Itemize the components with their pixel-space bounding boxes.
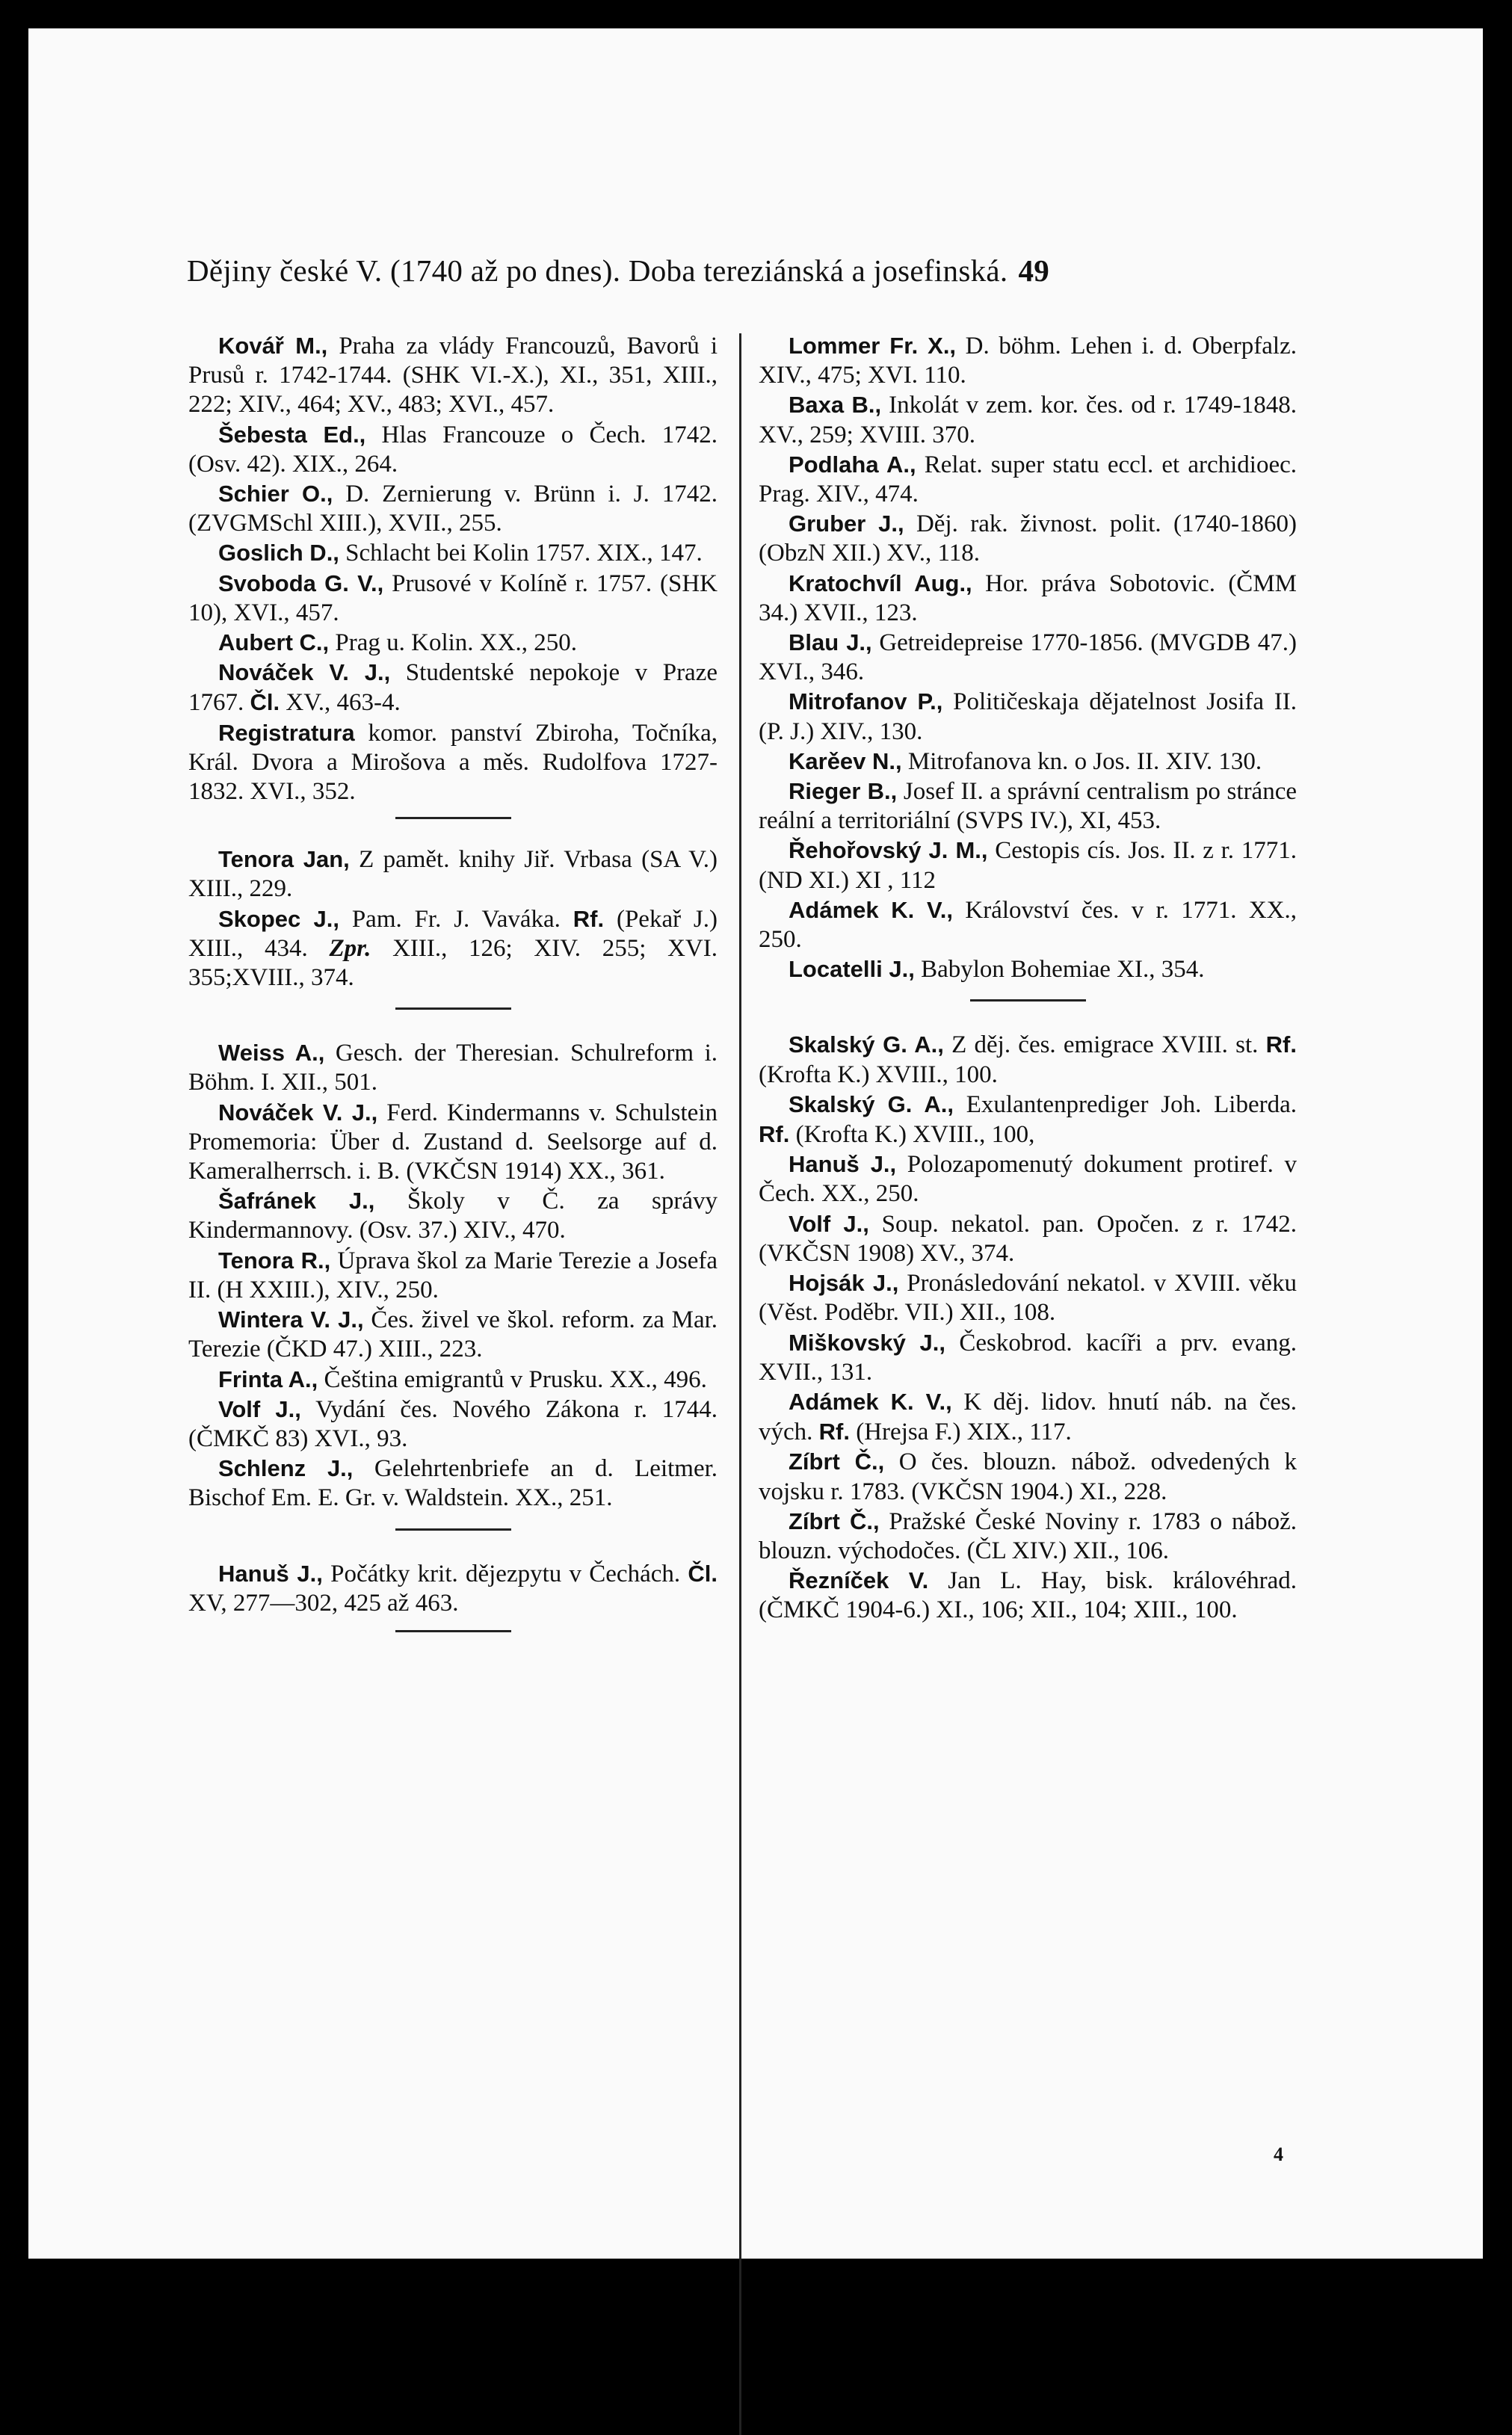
entry-text: Z pamět. knihy Jiř. Vrbasa (SA V.) XIII., 229.	[188, 846, 718, 903]
entry-text: Českobrod. kacíři a prv. evang. XVII., 131.	[759, 1329, 1297, 1386]
entry-author: Šafránek J.,	[218, 1188, 375, 1215]
entry-author: Zíbrt Č.,	[789, 1448, 885, 1475]
bibliography-entry	[188, 420, 718, 479]
entry-group	[188, 331, 718, 806]
bibliography-entry	[188, 1186, 718, 1245]
entry-text: K děj. lidov. hnutí náb. na čes. vých.	[759, 1388, 1297, 1446]
entry-text: Exulantenprediger Joh. Liberda.	[966, 1090, 1297, 1118]
bibliography-entry	[759, 954, 1297, 984]
bibliography-entry	[188, 331, 718, 420]
entry-text: Babylon Bohemiae XI., 354.	[921, 956, 1205, 984]
bibliography-entry	[188, 479, 718, 538]
entry-author: Adámek K. V.,	[789, 1388, 952, 1415]
entry-text: Schlacht bei Kolin 1757. XIX., 147.	[345, 540, 703, 567]
bibliography-entry	[759, 390, 1297, 449]
entry-group	[759, 1030, 1297, 1625]
entry-italic: Zpr.	[329, 934, 371, 962]
entry-text: Getreidepreise 1770-1856. (MVGDB 47.) XVI., 346.	[759, 629, 1297, 686]
section-rule	[970, 999, 1086, 1002]
entry-mark: Čl.	[688, 1560, 718, 1587]
bibliography-entry	[759, 1566, 1297, 1625]
bibliography-entry	[188, 538, 718, 568]
entry-text: Čeština emigrantů v Prusku. XX., 496.	[324, 1365, 707, 1393]
entry-mark: Rf.	[573, 905, 605, 932]
entry-group	[188, 1038, 718, 1513]
signature-mark: 4	[1274, 2144, 1283, 2165]
page-number: 49	[1018, 253, 1050, 288]
entry-author: Skalský G. A.,	[789, 1090, 954, 1117]
entry-author: Tenora R.,	[218, 1247, 331, 1274]
entry-text: komor. panství Zbiroha, Točníka, Král. Dvora a Mirošova a měs. Rudolfova 1727-1832. XVI., 352.	[188, 719, 718, 806]
entry-text: Prusové v Kolíně r. 1757. (SHK 10), XVI., 457.	[188, 570, 718, 626]
right-column	[759, 331, 1297, 1626]
entry-text: XIII., 126; XIV. 255; XVI. 355;XVIII., 374.	[188, 934, 718, 992]
entry-author: Miškovský J.,	[789, 1329, 946, 1356]
entry-text: XV., 463-4.	[286, 689, 401, 717]
entry-text: Pražské České Noviny r. 1783 o nábož. blouzn. východočes. (ČL XIV.) XII., 106.	[759, 1507, 1297, 1564]
entry-text: Úprava škol za Marie Terezie a Josefa II. (H XXIII.), XIV., 250.	[188, 1247, 718, 1303]
entry-author: Gruber J.,	[789, 510, 904, 537]
bibliography-entry	[188, 1454, 718, 1513]
entry-text: Političeskaja dějatelnost Josifa II. (P. J.) XIV., 130.	[759, 688, 1297, 745]
entry-text: XV, 277—302, 425 až 463.	[188, 1589, 459, 1617]
entry-author: Baxa B.,	[789, 392, 882, 419]
entry-author: Rieger B.,	[789, 778, 898, 805]
bibliography-entry	[759, 1507, 1297, 1566]
entry-author: Locatelli J.,	[789, 956, 915, 983]
bibliography-entry	[759, 1149, 1297, 1209]
bibliography-entry	[759, 1387, 1297, 1447]
entry-author: Volf J.,	[789, 1210, 869, 1237]
entry-text: Ferd. Kindermanns v. Schulstein Promemoria: Über d. Zustand d. Seelsorge auf d. Kameralherrsch. i. B. (VKČSN 1914) XX., 361.	[188, 1099, 718, 1185]
entry-text: Počátky krit. dějezpytu v Čechách.	[330, 1560, 681, 1587]
bibliography-entry	[188, 1098, 718, 1187]
entry-author: Wintera V. J.,	[218, 1306, 364, 1333]
running-header	[187, 253, 1293, 288]
bibliography-entry	[759, 1268, 1297, 1327]
bibliography-entry	[188, 904, 718, 993]
entry-author: Skalský G. A.,	[789, 1031, 944, 1058]
entry-text: (Pekař J.) XIII., 434.	[188, 905, 718, 962]
entry-author: Mitrofanov P.,	[789, 688, 943, 715]
entry-author: Hanuš J.,	[789, 1151, 897, 1178]
entry-text: Jan L. Hay, bisk. královéhrad. (ČMKČ 1904-6.) XI., 106; XII., 104; XIII., 100.	[759, 1567, 1297, 1624]
column-divider	[739, 333, 741, 2435]
entry-author: Weiss A.,	[218, 1040, 325, 1067]
entry-text: Prag u. Kolin. XX., 250.	[335, 629, 577, 657]
entry-author: Nováček V. J.,	[218, 1099, 378, 1126]
entry-text: Gelehrtenbriefe an d. Leitmer. Bischof Em. E. Gr. v. Waldstein. XX., 251.	[188, 1455, 718, 1512]
entry-text: D. böhm. Lehen i. d. Oberpfalz. XIV., 475; XVI. 110.	[759, 333, 1297, 389]
entry-text: (Krofta K.) XVIII., 100,	[795, 1121, 1035, 1149]
entry-author: Volf J.,	[218, 1395, 301, 1422]
bibliography-entry	[759, 331, 1297, 390]
entry-text: Josef II. a správní centralism po stránce reální a territoriální (SVPS IV.), XI, 453.	[759, 778, 1297, 835]
entry-text: Pronásledování nekatol. v XVIII. věku (Věst. Poděbr. VII.) XII., 108.	[759, 1270, 1297, 1327]
bibliography-entry	[188, 718, 718, 807]
bibliography-entry	[188, 1395, 718, 1454]
entry-author: Hojsák J.,	[789, 1270, 899, 1297]
entry-text: Vydání čes. Nového Zákona r. 1744. (ČMKČ 83) XVI., 93.	[188, 1395, 718, 1452]
section-rule	[395, 1630, 511, 1632]
entry-author: Kovář M.,	[218, 333, 328, 359]
bibliography-entry	[759, 836, 1297, 895]
entry-author: Skopec J.,	[218, 905, 339, 932]
entry-mark: Rf.	[818, 1419, 850, 1445]
entry-text: Cestopis cís. Jos. II. z r. 1771. (ND XI.) XI , 112	[759, 837, 1297, 894]
entry-text: Soup. nekatol. pan. Opočen. z r. 1742. (VKČSN 1908) XV., 374.	[759, 1210, 1297, 1267]
entry-text: Studentské nepokoje v Praze 1767.	[188, 659, 718, 717]
entry-text: Praha za vlády Francouzů, Bavorů i Prusů r. 1742-1744. (SHK VI.-X.), XI., 351, XIII., 222; XIV., 464; XV., 483; XVI., 457.	[188, 333, 718, 419]
bibliography-entry	[759, 628, 1297, 687]
bibliography-entry	[759, 1090, 1297, 1149]
entry-author: Karěev N.,	[789, 747, 902, 774]
entry-author: Šebesta Ed.,	[218, 421, 366, 448]
bibliography-entry	[759, 777, 1297, 836]
entry-text: Mitrofanova kn. o Jos. II. XIV. 130.	[907, 747, 1262, 775]
bibliography-entry	[759, 1447, 1297, 1506]
bibliography-entry	[188, 1365, 718, 1395]
entry-group	[188, 1559, 718, 1618]
left-column	[188, 331, 718, 1632]
bibliography-entry	[759, 1328, 1297, 1387]
bibliography-entry	[759, 687, 1297, 746]
entry-text: Pam. Fr. J. Vaváka.	[351, 905, 561, 933]
bibliography-entry	[759, 509, 1297, 568]
entry-author: Schlenz J.,	[218, 1455, 354, 1482]
bibliography-entry	[188, 628, 718, 658]
section-rule	[395, 817, 511, 819]
entry-author: Hanuš J.,	[218, 1560, 323, 1587]
entry-text: O čes. blouzn. nábož. odvedených k vojsku r. 1783. (VKČSN 1904.) XI., 228.	[759, 1448, 1297, 1505]
entry-text: Hlas Francouze o Čech. 1742. (Osv. 42). XIX., 264.	[188, 421, 718, 478]
entry-author: Blau J.,	[789, 629, 872, 656]
entry-text: Děj. rak. živnost. polit. (1740-1860) (ObzN XII.) XV., 118.	[759, 510, 1297, 567]
bibliography-entry	[188, 1559, 718, 1618]
entry-author: Aubert C.,	[218, 629, 330, 656]
entry-author: Lommer Fr. X.,	[789, 333, 957, 359]
bibliography-entry	[759, 569, 1297, 628]
entry-author: Registratura	[218, 719, 355, 746]
bibliography-entry	[759, 450, 1297, 509]
entry-mark: Rf.	[1265, 1031, 1297, 1058]
entry-text: Relat. super statu eccl. et archidioec. Prag. XIV., 474.	[759, 451, 1297, 508]
entry-text: Čes. živel ve škol. reform. za Mar. Terezie (ČKD 47.) XIII., 223.	[188, 1306, 718, 1363]
bibliography-entry	[759, 1030, 1297, 1089]
entry-author: Kratochvíl Aug.,	[789, 570, 972, 596]
entry-author: Zíbrt Č.,	[789, 1507, 880, 1534]
entry-text: Z děj. čes. emigrace XVIII. st.	[951, 1031, 1259, 1059]
entry-author: Řezníček V.	[789, 1567, 929, 1594]
bibliography-entry	[188, 658, 718, 717]
entry-author: Adámek K. V.,	[789, 896, 954, 923]
bibliography-entry	[759, 747, 1297, 777]
entry-author: Nováček V. J.,	[218, 659, 391, 686]
entry-author: Schier O.,	[218, 481, 333, 507]
bibliography-entry	[188, 569, 718, 628]
entry-text: (Krofta K.) XVIII., 100.	[759, 1061, 998, 1088]
entry-text: Inkolát v zem. kor. čes. od r. 1749-1848. XV., 259; XVIII. 370.	[759, 392, 1297, 448]
bibliography-entry	[188, 1246, 718, 1305]
entry-text: D. Zernierung v. Brünn i. J. 1742. (ZVGMSchl XIII.), XVII., 255.	[188, 481, 718, 537]
section-rule	[395, 1007, 511, 1010]
entry-group	[188, 845, 718, 993]
entry-author: Řehořovský J. M.,	[789, 837, 988, 864]
entry-author: Tenora Jan,	[218, 846, 350, 873]
entry-text: Gesch. der Theresian. Schulreform i. Böhm. I. XII., 501.	[188, 1040, 718, 1096]
bibliography-entry	[188, 845, 718, 904]
bibliography-entry	[759, 895, 1297, 954]
entry-author: Podlaha A.,	[789, 451, 916, 478]
book-page	[28, 28, 1483, 2259]
bibliography-entry	[188, 1038, 718, 1097]
entry-text: (Hrejsa F.) XIX., 117.	[856, 1419, 1072, 1446]
entry-mark: Rf.	[759, 1121, 790, 1148]
entry-text: Království čes. v r. 1771. XX., 250.	[759, 896, 1297, 954]
entry-text: Hor. práva Sobotovic. (ČMM 34.) XVII., 123.	[759, 570, 1297, 626]
entry-group	[759, 331, 1297, 984]
entry-author: Goslich D.,	[218, 540, 339, 567]
section-rule	[395, 1528, 511, 1531]
entry-author: Frinta A.,	[218, 1365, 318, 1392]
bibliography-entry	[188, 1305, 718, 1364]
entry-author: Svoboda G. V.,	[218, 570, 384, 596]
entry-text: Polozapomenutý dokument protiref. v Čech. XX., 250.	[759, 1151, 1297, 1208]
entry-text: Školy v Č. za správy Kindermannovy. (Osv. 37.) XIV., 470.	[188, 1188, 718, 1244]
running-title: Dějiny české V. (1740 až po dnes). Doba tereziánská a josefinská.	[187, 253, 1008, 288]
bibliography-entry	[759, 1209, 1297, 1268]
entry-mark: Čl.	[250, 689, 280, 716]
